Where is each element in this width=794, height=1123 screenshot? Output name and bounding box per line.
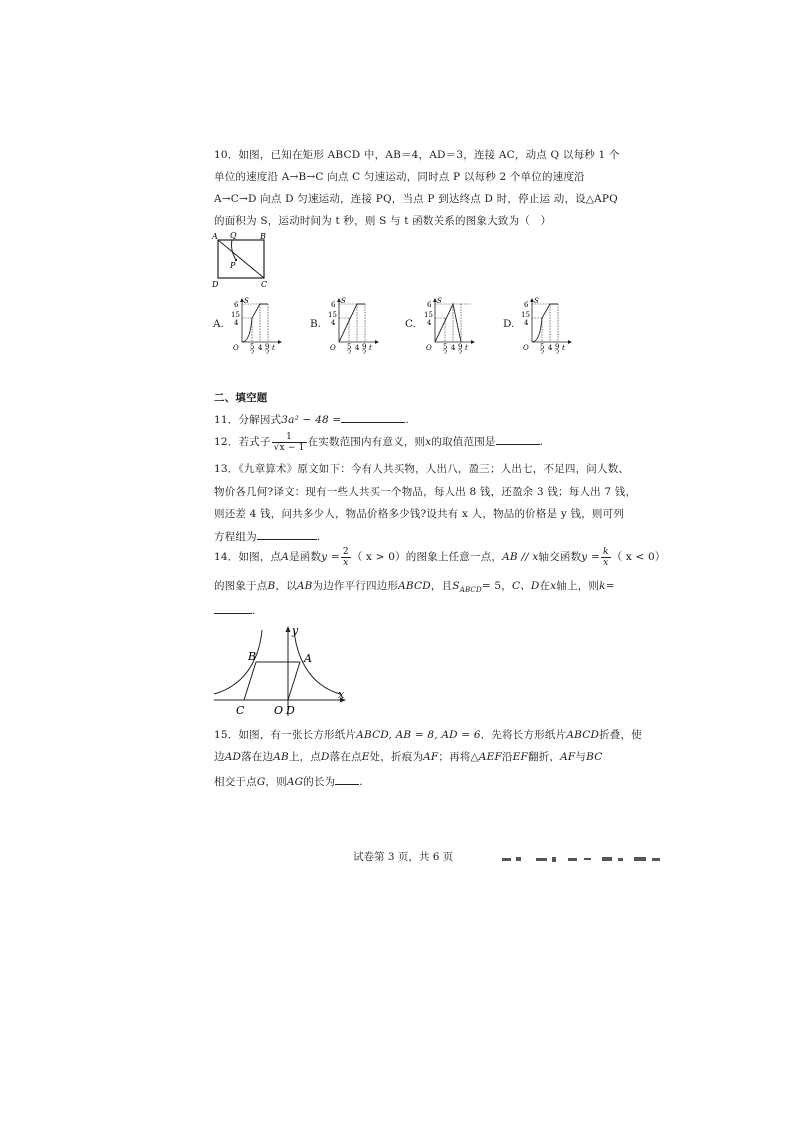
q13-line-4: [214, 528, 320, 544]
label-15-den: 4: [524, 319, 529, 327]
option-A-graph: [228, 296, 284, 354]
label-O: O: [426, 344, 432, 352]
q10-line-3: A→C→D 向点 D 匀速运动，连接 PQ，当点 P 到达终点 D 时，停止运 动，设△APQ: [214, 193, 618, 205]
q15-l2a: 边: [214, 751, 225, 763]
q15-l3a: 相交于点: [214, 776, 257, 788]
label-x9-den: 2: [458, 349, 463, 354]
q14-line-3: [214, 602, 256, 618]
q14-ABCD: ABCD: [398, 580, 431, 592]
q15-l2o: 翻折，: [528, 751, 561, 763]
area-curve: [242, 304, 268, 342]
label-6: 6: [427, 301, 432, 309]
q14-AB: AB: [296, 580, 313, 592]
q14-line-2: [214, 579, 615, 597]
q14-n1: 2: [342, 546, 349, 557]
q14-k: k: [599, 580, 606, 592]
q15-line-2: [214, 750, 602, 764]
q15-l2e: 上，点: [288, 751, 322, 763]
q10-line-2: 单位的速度沿 A→B→C 向点 C 匀速运动，同时点 P 以每秒 2 个单位的速度沿: [214, 171, 585, 183]
q14-fig-C: C: [236, 704, 245, 717]
q15-l3c: ，则: [265, 776, 287, 788]
q10-rectangle-figure: [210, 230, 280, 290]
option-D-label[interactable]: D.: [503, 318, 515, 330]
q11: [214, 411, 409, 427]
label-x5: 5: [347, 343, 352, 351]
q15-l2p: AF: [560, 751, 576, 763]
q15-end: .: [359, 776, 363, 788]
q14-fig-A: A: [304, 652, 312, 665]
option-C-label[interactable]: C.: [405, 318, 416, 330]
label-x9: 9: [555, 343, 560, 351]
q11-prefix: 11．分解因式: [214, 414, 282, 426]
q14-y1: y =: [321, 551, 340, 563]
q14-l2c: 为边作平行四边形: [312, 580, 399, 592]
page-footer: 试卷第 3 页，共 6 页: [353, 851, 454, 863]
t-axis-arrow: [375, 340, 379, 344]
q14-line-1: [214, 545, 666, 569]
q12-prefix: 12．若式子: [214, 436, 271, 448]
q14-p3: 轴交函数: [538, 551, 582, 563]
area-curve: [435, 304, 461, 342]
q14-fig-B: B: [248, 650, 257, 663]
label-S: S: [341, 297, 346, 305]
q14-A: A: [281, 551, 290, 563]
label-x4: 4: [258, 344, 263, 352]
q12-num: 1: [272, 432, 307, 443]
area-curve: [532, 304, 558, 342]
q15-l3e: 的长为: [303, 776, 336, 788]
q14-l2d: ，且: [430, 580, 453, 592]
label-x9: 9: [265, 343, 270, 351]
q15-l1d: ABCD: [566, 729, 600, 741]
label-15-den: 4: [234, 319, 239, 327]
q15-l2m: 沿: [501, 751, 513, 763]
label-t: t: [562, 344, 565, 352]
label-x9: 9: [458, 343, 463, 351]
q14-fig-y: y: [292, 624, 299, 637]
section-2-title: 二、填空题: [214, 392, 268, 404]
q15-l1c: ．先将长方形纸片: [480, 729, 567, 741]
q15-l2q: 与: [575, 751, 587, 763]
q13-l4-text: 方程组为: [214, 531, 257, 543]
q13-answer-blank[interactable]: [257, 528, 317, 540]
q14-l2a: 的图象于点: [214, 580, 268, 592]
label-x4: 4: [548, 344, 553, 352]
label-S: S: [244, 297, 249, 305]
option-B-graph: [325, 296, 381, 354]
q11-answer-blank[interactable]: [341, 411, 405, 423]
q14-frac-1: [341, 547, 351, 568]
label-6: 6: [524, 301, 529, 309]
q15-l2r: BC: [586, 751, 603, 763]
label-x5: 5: [540, 343, 545, 351]
option-B-label[interactable]: B.: [310, 318, 322, 330]
q15-l1a: 15．如图，有一张长方形纸片: [214, 729, 357, 741]
q13-end: .: [316, 531, 321, 543]
q13-line-1: 13．《九章算术》原文如下：今有人共买物，人出八，盈三；人出七，不足四，问人数、: [214, 463, 630, 475]
q14-y2: y =: [581, 551, 600, 563]
scan-smudge-decoration: [502, 855, 672, 865]
label-x9-den: 2: [265, 349, 270, 354]
q14-c2: （ x < 0）: [611, 551, 666, 563]
q15-l2j: AF: [423, 751, 439, 763]
option-C-graph: [421, 296, 477, 354]
q14-fig-D: D: [286, 704, 295, 717]
q15-l2n: EF: [512, 751, 528, 763]
q15-l3b: G: [256, 776, 266, 788]
q15-l2h: E: [361, 751, 370, 763]
q14-l2f: 在: [539, 580, 551, 592]
label-6: 6: [234, 301, 239, 309]
q14-l2b: ，以: [275, 580, 297, 592]
q15-l2g: 落在点: [329, 751, 362, 763]
q14-S: S: [452, 580, 460, 592]
q15-l2i: 处，折痕为: [369, 751, 424, 763]
option-A-label[interactable]: A.: [213, 318, 224, 330]
q15-l2k: ；再将△: [438, 751, 479, 763]
q10-label-D: D: [212, 280, 219, 289]
t-axis-arrow: [471, 340, 475, 344]
label-t: t: [272, 344, 275, 352]
q13-line-2: 物价各几何?译文：现有一些人共买一个物品，每人出 8 钱，还盈余 3 钱；每人出 7 钱，: [214, 486, 637, 498]
q15-l2d: AB: [273, 751, 289, 763]
q14-end: .: [252, 605, 256, 617]
label-x4: 4: [451, 344, 456, 352]
q12-answer-blank[interactable]: [496, 433, 540, 445]
q14-d2: x: [603, 557, 609, 568]
q14-sub: ABCD: [459, 586, 482, 595]
label-15-den: 4: [427, 319, 432, 327]
label-15: 15: [231, 311, 240, 319]
q10-label-Q: Q: [230, 231, 237, 240]
label-x4: 4: [355, 344, 360, 352]
t-axis-arrow: [278, 340, 282, 344]
label-x5-den: 2: [347, 349, 352, 354]
option-D-graph: [518, 296, 574, 354]
q14-c1: （ x > 0）的图象上任意一点，: [351, 551, 503, 563]
label-x5-den: 2: [443, 349, 448, 354]
q10-label-P: P: [230, 261, 236, 270]
q12-rest: 的取值范围是: [431, 436, 496, 448]
q14-eq: = 5: [481, 580, 502, 592]
q14-n2: k: [602, 546, 609, 557]
q10-label-C: C: [261, 280, 268, 289]
label-O: O: [523, 344, 529, 352]
q10-line-1: 10．如图，已知在矩形 ABCD 中，AB＝4，AD＝3，连接 AC，动点 Q 以每秒 1 个: [214, 149, 620, 161]
q15-l1b: ABCD, AB = 8, AD = 6: [356, 729, 481, 741]
q15-answer-blank[interactable]: [335, 773, 359, 785]
q12-den: √x − 1: [273, 442, 305, 453]
q15-l1e: 折叠，使: [599, 729, 642, 741]
label-t: t: [465, 344, 468, 352]
q12-mid: 在实数范围内有意义，则: [307, 436, 426, 448]
q15-l2b: AD: [224, 751, 242, 763]
q13-line-3: 则还差 4 钱，问共多少人，物品价格多少钱?设共有 x 人，物品的价格是 y 钱，则可列: [214, 508, 624, 520]
q15-l2l: AEF: [478, 751, 502, 763]
q14-frac-2: [601, 547, 611, 568]
q10-label-A: A: [212, 232, 218, 241]
q14-answer-blank[interactable]: [214, 602, 252, 614]
q15-l2f: D: [321, 751, 330, 763]
q14-hyperbola-figure: [210, 622, 352, 718]
label-15: 15: [328, 311, 337, 319]
label-x5-den: 2: [540, 349, 545, 354]
q14-p2: 是函数: [289, 551, 322, 563]
q12: [214, 430, 543, 454]
q14-B: B: [267, 580, 276, 592]
label-x5: 5: [250, 343, 255, 351]
q11-expr: 3a² − 48 =: [281, 414, 342, 426]
label-x9-den: 2: [555, 349, 560, 354]
label-6: 6: [331, 301, 336, 309]
label-x5-den: 2: [250, 349, 255, 354]
q14-l2h: =: [605, 580, 615, 592]
q14-fig-x: x: [338, 688, 345, 701]
label-O: O: [330, 344, 336, 352]
q14-p1: 14．如图，点: [214, 551, 282, 563]
t-axis-arrow: [568, 340, 572, 344]
q14-xax: x: [550, 580, 557, 592]
label-O: O: [233, 344, 239, 352]
label-15: 15: [521, 311, 530, 319]
label-t: t: [369, 344, 372, 352]
q14-l2g: 轴上，则: [556, 580, 600, 592]
q15-line-3: [214, 773, 363, 789]
q14-d1: x: [343, 557, 349, 568]
q14-l2e: ，: [501, 580, 512, 592]
q10-label-B: B: [260, 232, 266, 241]
label-x9-den: 2: [362, 349, 367, 354]
q11-end: .: [405, 414, 409, 426]
q14-ab: AB // x: [502, 551, 539, 563]
q12-fraction: [272, 432, 307, 453]
q12-var: x: [425, 436, 432, 448]
q12-end: .: [539, 436, 544, 448]
label-15: 15: [424, 311, 433, 319]
q14-fig-O: O: [274, 704, 284, 717]
q15-l2c: 落在边: [241, 751, 274, 763]
q14-CD: C、D: [511, 580, 540, 592]
q15-line-1: [214, 728, 642, 742]
area-curve: [339, 304, 365, 342]
q10-line-4: 的面积为 S，运动时间为 t 秒，则 S 与 t 函数关系的图象大致为（ ）: [214, 215, 552, 227]
q15-l3d: AG: [286, 776, 304, 788]
label-x5: 5: [443, 343, 448, 351]
label-15-den: 4: [331, 319, 336, 327]
label-S: S: [437, 297, 442, 305]
label-x9: 9: [362, 343, 367, 351]
label-S: S: [534, 297, 539, 305]
